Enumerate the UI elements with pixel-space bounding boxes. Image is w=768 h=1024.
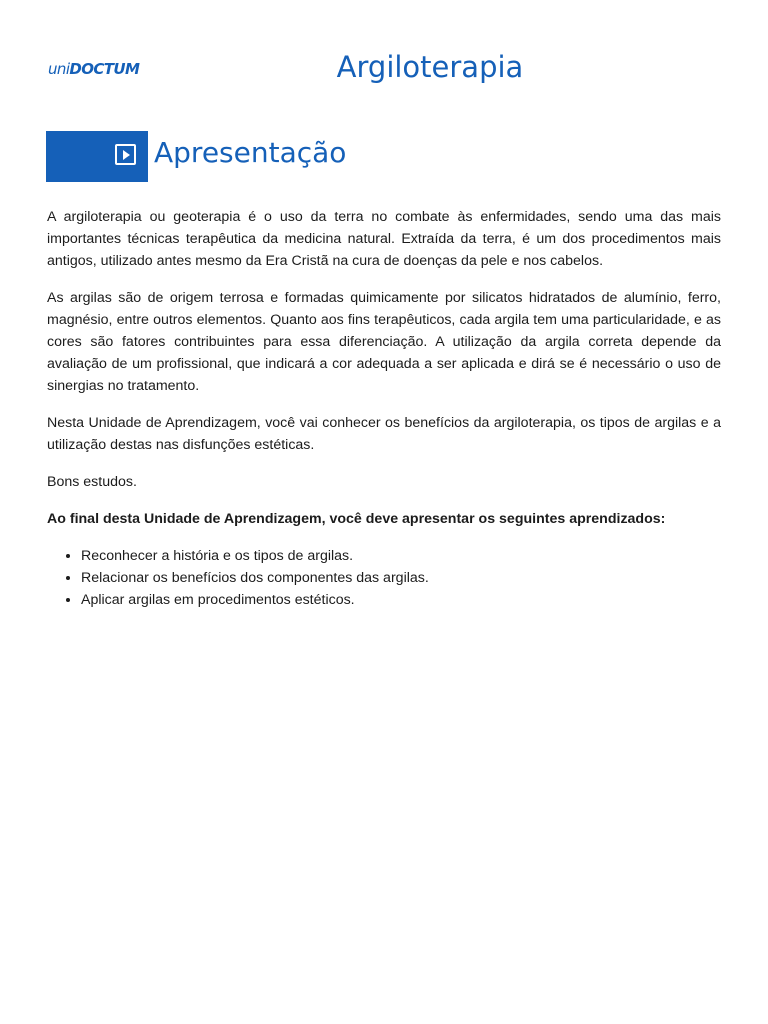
objective-item: • Relacionar os benefícios dos componentes das argilas. bbox=[81, 567, 721, 589]
play-icon bbox=[115, 144, 136, 165]
objectives-list bbox=[47, 545, 721, 611]
paragraph-unidade: Nesta Unidade de Aprendizagem, você vai conhecer os benefícios da argiloterapia, os tipos de argilas e a utilização destas nas disfunções estéticas. bbox=[47, 415, 721, 453]
unidoctum-logo bbox=[48, 60, 139, 78]
paragraph-bons-estudos: Bons estudos. bbox=[47, 474, 137, 490]
objectives-heading: Ao final desta Unidade de Aprendizagem, você deve apresentar os seguintes aprendizados: bbox=[47, 511, 666, 527]
logo-suffix: DOCTUM bbox=[69, 60, 140, 78]
objective-item: • Aplicar argilas em procedimentos estéticos. bbox=[81, 589, 721, 611]
section-title: Apresentação bbox=[154, 136, 347, 169]
objective-item: • Reconhecer a história e os tipos de argilas. bbox=[81, 545, 721, 567]
document-title: Argiloterapia bbox=[336, 50, 524, 84]
paragraph-intro: A argiloterapia ou geoterapia é o uso da terra no combate às enfermidades, sendo uma das mais importantes técnicas terapêutica da medicina natural. Extraída da terra, é um dos procedimentos mais antigos, utilizado antes mesmo da Era Cristã na cura de doenças da pele e nos cabelos. bbox=[47, 209, 721, 269]
paragraph-argilas: As argilas são de origem terrosa e formadas quimicamente por silicatos hidratados de alumínio, ferro, magnésio, entre outros elementos. Quanto aos fins terapêuticos, cada argila tem uma particularidade, e as cores são fatores contribuintes para essa diferenciação. A utilização da argila correta depende da avaliação de um profissional, que indicará a cor adequada a ser aplicada e dirá se é necessário o uso de sinergias no tratamento. bbox=[47, 290, 721, 394]
logo-prefix: uni bbox=[48, 60, 70, 78]
content-body bbox=[47, 206, 721, 611]
